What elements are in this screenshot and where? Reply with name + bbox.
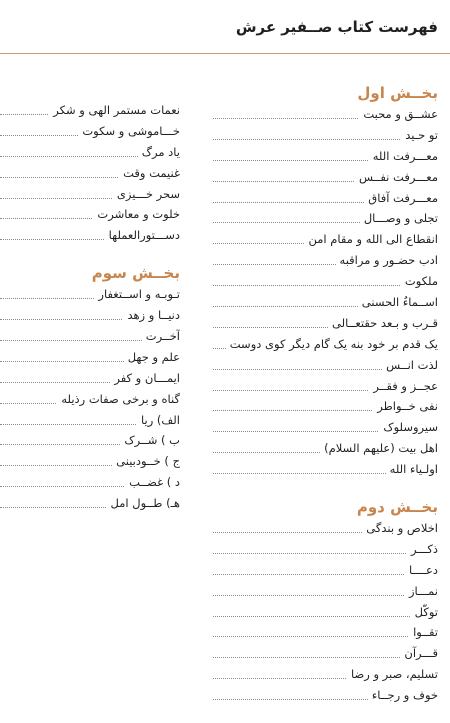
toc-entry [0, 326, 180, 347]
toc-entry-title: اســماءُ الحسنی [358, 295, 438, 309]
toc-entry [213, 622, 438, 643]
toc-entry-title: الف) ریا [137, 413, 180, 427]
toc-entry-title: دنیــا و زهد [123, 308, 180, 322]
dot-leader [213, 616, 438, 617]
toc-entry [0, 284, 180, 305]
toc-entry [0, 430, 180, 451]
toc-entry-title: نمـــاز [405, 584, 438, 598]
toc-entry [0, 305, 180, 326]
toc-entry [213, 250, 438, 271]
toc-entry-title: معـــرفت نفــس [355, 170, 438, 184]
header-rule [0, 53, 450, 54]
toc-entry [213, 602, 438, 623]
toc-entry-title: یاد مرگ [138, 145, 180, 159]
toc-entry [213, 396, 438, 417]
toc-entry-title: گناه و برخی صفات رذیله [57, 392, 180, 406]
section-title: بخــش دوم [356, 498, 438, 517]
toc-entry [213, 313, 438, 334]
toc-entry [213, 664, 438, 685]
toc-entry-title: تسلیم، صبر و رضا [347, 667, 438, 681]
toc-entry-title: خلوت و معاشرت [93, 207, 180, 221]
toc-entry [0, 184, 180, 205]
toc-entry-title: ب ) شــرک [120, 433, 180, 447]
toc-entry [0, 100, 180, 121]
toc-entry-title: دســـتورالعملها [105, 228, 180, 242]
toc-entry [213, 292, 438, 313]
toc-entry-title: قـرب و بـعد حقتعــالی [328, 316, 438, 330]
toc-entry-title: تو حـید [401, 128, 438, 142]
toc-entry-title: یک قدم بر خود بنه یک گام دیگر کوی دوست [226, 337, 438, 351]
dot-leader [213, 553, 438, 554]
toc-entry-title: اخلاص و بندگی [362, 521, 438, 535]
toc-entry-title: معـــرفت آفاق [364, 191, 438, 205]
toc-entry [0, 121, 180, 142]
toc-entry-title: دعــــا [405, 563, 438, 577]
toc-entry-title: توکّل [411, 605, 438, 619]
toc-entry-title: د ) غضــب [125, 475, 180, 489]
toc-entry-title: تقــوا [409, 625, 438, 639]
toc-entry [213, 271, 438, 292]
toc-entry [213, 208, 438, 229]
toc-entry [213, 539, 438, 560]
toc-entry-title: عجــز و فقــر [369, 379, 438, 393]
toc-entry [213, 643, 438, 664]
toc-entry-title: هـ) طــول امل [107, 496, 180, 510]
toc-entry-title: علم و جهل [124, 350, 180, 364]
toc-entry [213, 334, 438, 355]
toc-entry [0, 142, 180, 163]
toc-entry-title: اولـیاء الله [386, 462, 438, 476]
toc-entry [0, 472, 180, 493]
toc-entry-title: عشــق و محبت [359, 107, 438, 121]
toc-entry [0, 368, 180, 389]
toc-entry [213, 518, 438, 539]
toc-entry-title: آخــرت [142, 329, 180, 343]
toc-entry-title: معـــرفت الله [369, 149, 438, 163]
toc-entry [213, 685, 438, 706]
toc-entry [213, 355, 438, 376]
toc-entry [213, 376, 438, 397]
toc-entry [213, 167, 438, 188]
toc-entry-title: سیروسلوک [379, 420, 438, 434]
toc-entry-title: نفی خــواطر [373, 399, 438, 413]
toc-entry [213, 229, 438, 250]
toc-entry [0, 204, 180, 225]
toc-entry-title: سحر خـــیزی [113, 187, 180, 201]
toc-entry-title: لذت انــس [382, 358, 438, 372]
toc-entry [213, 104, 438, 125]
toc-entry [0, 451, 180, 472]
toc-entry [213, 188, 438, 209]
toc-entry [0, 163, 180, 184]
toc-entry-title: اهل بیت (علیهم السلام) [320, 441, 438, 455]
toc-right-column [213, 82, 438, 706]
toc-entry [0, 347, 180, 368]
toc-entry-title: ملکوت [401, 274, 438, 288]
toc-entry-title: تـوبـه و اســتغفار [94, 287, 180, 301]
toc-entry-title: قـــرآن [400, 646, 438, 660]
page-title: فهرست کتاب صــفیر عرش [235, 18, 438, 36]
toc-entry [213, 125, 438, 146]
toc-entry-title: ج ) خــودبینی [112, 454, 180, 468]
toc-entry-title: ذکـــر [407, 542, 438, 556]
toc-entry-title: خـــاموشی و سکوت [78, 124, 180, 138]
toc-entry-title: انقطاع الی الله و مقام امن [304, 232, 438, 246]
toc-entry-title: تجلی و وصـــال [360, 211, 438, 225]
toc-entry-title: نعمات مستمر الهی و شکر [49, 103, 180, 117]
toc-entry-title: غنیمت وقت [119, 166, 180, 180]
toc-entry [0, 389, 180, 410]
toc-entry [213, 146, 438, 167]
toc-left-column [0, 100, 180, 514]
toc-entry [213, 459, 438, 480]
toc-entry-title: ایمـــان و کفر [110, 371, 180, 385]
toc-entry [213, 581, 438, 602]
toc-entry [213, 438, 438, 459]
dot-leader [213, 636, 438, 637]
toc-entry [0, 225, 180, 246]
section-title: بخــش سوم [91, 264, 180, 283]
toc-entry [0, 410, 180, 431]
toc-entry-title: خوف و رجــاء [368, 688, 438, 702]
section-title: بخــش اول [357, 84, 438, 102]
toc-entry [0, 493, 180, 514]
toc-entry [213, 560, 438, 581]
toc-entry-title: ادب حضـور و مراقبه [336, 253, 438, 267]
toc-entry [213, 417, 438, 438]
